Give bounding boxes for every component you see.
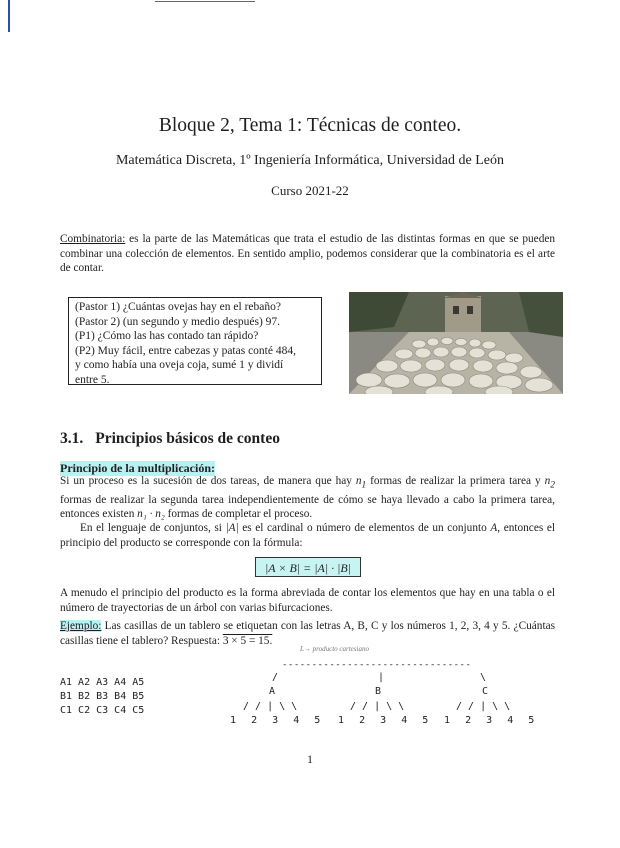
section-title: Principios básicos de conteo — [95, 430, 280, 447]
product-formula-box: |A × B| = |A| · |B| — [255, 557, 361, 577]
dialogue-box — [68, 297, 322, 385]
tree-leaves-a: 1 2 3 4 5 — [230, 715, 321, 726]
text-run: formas de realizar la segunda tarea independientemente de cómo se haya llevado a cabo la primera tarea, entonces existen — [60, 493, 555, 521]
tree-node-b: B — [375, 686, 382, 697]
var-n2: $n_2$ — [544, 475, 555, 491]
course-year: Curso 2021-22 — [271, 183, 349, 198]
tree-connector: / — [272, 672, 279, 683]
document-title: Bloque 2, Tema 1: Técnicas de conteo. — [158, 115, 462, 136]
tree-node-a: A — [269, 686, 276, 697]
text-run: En el lenguaje de conjuntos, si — [80, 522, 226, 534]
example-paragraph — [60, 619, 555, 648]
section-heading — [60, 430, 280, 448]
document-subtitle: Matemática Discreta, 1º Ingeniería Informática, Universidad de León — [115, 153, 504, 168]
sheep-flock-photo — [349, 292, 563, 394]
tree-branches-a: / / | \ \ — [243, 701, 298, 712]
definition-paragraph — [60, 232, 555, 276]
text-run: Las casillas de un tablero se etiquetan con las letras A, B, C y los números 1, 2, 3, 4 y 5. ¿Cuántas casillas tiene el tablero? Respuesta: — [60, 620, 555, 647]
sets-paragraph — [60, 521, 555, 550]
tree-node-c: C — [482, 686, 489, 697]
tree-branches-c: / / | \ \ — [456, 701, 511, 712]
tree-top-line: -------------------------------- — [282, 660, 472, 670]
tree-paragraph: A menudo el principio del producto es la forma abreviada de contar los elementos que hay en una tabla o el número de trayectorias de un árbol con varias bifurcaciones. — [60, 587, 555, 614]
grid-row: B1 B2 B3 B4 B5 — [60, 691, 145, 702]
tree-leaves-c: 1 2 3 4 5 — [444, 715, 535, 726]
text-run: formas de completar el proceso. — [164, 508, 313, 521]
scan-top-line — [155, 1, 255, 2]
definition-term: Combinatoria: — [60, 233, 126, 245]
dialogue-line: (P2) Muy fácil, entre cabezas y patas conté 484, — [75, 344, 296, 357]
tree-branches-b: / / | \ \ — [350, 701, 405, 712]
definition-text: es la parte de las Matemáticas que trata el estudio de las distintas formas en que se pueden combinar una colección de elementos. En sentido amplio, podemos considerar que la combinatoria es el arte de contar. — [60, 233, 555, 275]
set-a: A — [490, 522, 498, 534]
text-run: formas de realizar la primera tarea y — [366, 475, 545, 487]
board-grid — [60, 676, 144, 718]
dialogue-line: entre 5. — [75, 373, 110, 386]
dialogue-line: y como había una oveja coja, sumé 1 y dividí — [75, 359, 284, 372]
cardinal-a: |A| — [225, 522, 239, 534]
grid-row: C1 C2 C3 C4 C5 — [60, 705, 145, 716]
section-number: 3.1. — [60, 430, 84, 447]
text-run: es el cardinal o número de elementos de un conjunto — [238, 522, 491, 534]
page-number: 1 — [307, 752, 313, 766]
principle-paragraph — [60, 474, 555, 522]
dialogue-line: (Pastor 2) (un segundo y medio después) 97. — [75, 315, 281, 328]
var-n1: $n_1$ — [355, 475, 367, 491]
grid-row: A1 A2 A3 A4 A5 — [60, 677, 145, 688]
handwritten-note: L→ producto cartesiano — [300, 645, 369, 653]
product-expression: n₁ · n₂ — [137, 508, 165, 521]
text-run: Si un proceso es la sucesión de dos tareas, de manera que hay — [60, 475, 356, 487]
example-answer: 3 × 5 = 15. — [222, 634, 273, 647]
scan-margin-mark — [8, 0, 10, 32]
tree-leaves-b: 1 2 3 4 5 — [338, 715, 429, 726]
dialogue-line: (Pastor 1) ¿Cuántas ovejas hay en el rebaño? — [75, 301, 281, 313]
tree-connector: | — [378, 672, 385, 683]
text-run: , entonces el principio del producto se corresponde con la fórmula: — [60, 522, 555, 549]
principle-heading: Principio de la multiplicación: — [60, 461, 215, 475]
example-label: Ejemplo: — [60, 620, 102, 632]
dialogue-line: (P1) ¿Cómo las has contado tan rápido? — [75, 330, 259, 343]
tree-connector: \ — [480, 672, 487, 683]
